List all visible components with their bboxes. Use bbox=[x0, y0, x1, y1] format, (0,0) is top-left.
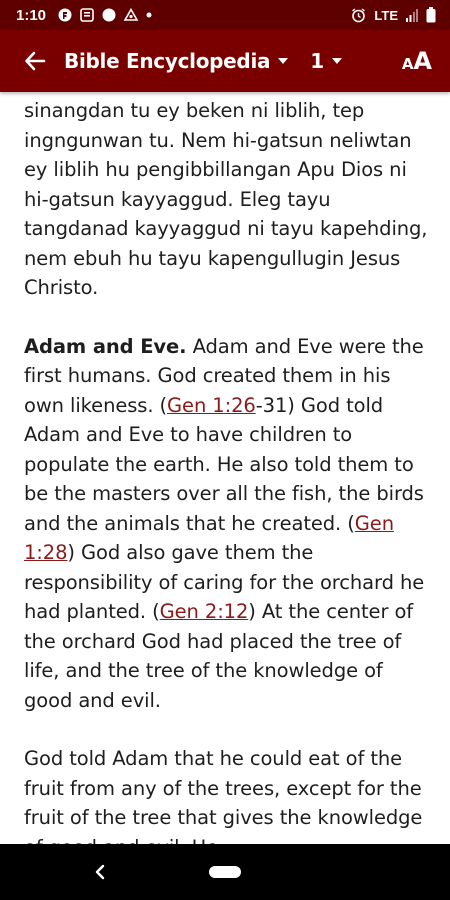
chapter-number: 1 bbox=[310, 49, 325, 73]
encyclopedia-content[interactable] bbox=[0, 92, 450, 844]
network-type: LTE bbox=[374, 7, 398, 23]
paragraph-1: sinangdan tu ey beken ni liblih, tep ingngunwan tu. Nem hi-gatsun neliwtan ey liblih hu pengibbillangan Apu Dios ni hi-gatsun kayyaggud. Eleg tayu tangdanad kayyaggud ni tayu kapehding, nem ebuh hu tayu kapengullugin Jesus Christo. bbox=[24, 99, 428, 299]
signal-icon bbox=[406, 8, 418, 22]
book-title: Bible Encyclopedia bbox=[64, 49, 271, 73]
alarm-icon bbox=[351, 8, 366, 23]
news-notification-icon bbox=[80, 8, 94, 22]
font-size-button[interactable] bbox=[402, 47, 436, 75]
paragraph-text: ) At the center of the orchard God had placed the tree of life, and the tree of the knowledge of good and evil. bbox=[24, 600, 414, 712]
reference-link-gen-1-28[interactable]: Gen 1:28 bbox=[24, 511, 394, 564]
status-bar bbox=[0, 0, 450, 30]
paragraph-text: ) God also gave them the responsibility of caring for the orchard he had planted. ( bbox=[24, 541, 425, 623]
chevron-left-icon bbox=[94, 864, 106, 880]
chevron-down-icon bbox=[332, 58, 342, 64]
drive-notification-icon bbox=[124, 8, 138, 22]
paragraph-text: Adam and Eve were the first humans. God created them in his own likeness. ( bbox=[24, 334, 424, 417]
paragraph-adam-and-eve bbox=[24, 332, 434, 716]
paragraph-text: -31) God told Adam and Eve to have children to populate the earth. He also told them to be the masters over all the fish, the birds and the animals that he created. ( bbox=[24, 393, 424, 535]
content-text bbox=[24, 96, 434, 891]
app-notification-icon bbox=[58, 8, 72, 22]
reference-link-gen-2-12[interactable]: Gen 2:12 bbox=[159, 600, 249, 623]
app-bar bbox=[0, 30, 450, 92]
system-navigation-bar bbox=[0, 844, 450, 900]
font-size-large-a: A bbox=[413, 47, 432, 75]
home-pill-button[interactable] bbox=[209, 866, 241, 878]
paragraph-3: God told Adam that he could eat of the fruit from any of the trees, except for the fruit of the tree that gives the knowledge bbox=[24, 747, 423, 829]
entry-heading: Adam and Eve. bbox=[24, 334, 187, 358]
font-size-small-a: A bbox=[401, 55, 414, 73]
nav-back-button[interactable] bbox=[88, 858, 112, 886]
reference-link-gen-1-26[interactable]: Gen 1:26 bbox=[167, 393, 256, 417]
status-time: 1:10 bbox=[16, 6, 47, 24]
back-button[interactable] bbox=[20, 46, 50, 76]
book-selector[interactable] bbox=[64, 49, 288, 73]
chevron-down-icon bbox=[278, 58, 288, 64]
circle-notification-icon bbox=[102, 8, 116, 22]
more-notifications-dot-icon bbox=[146, 12, 152, 18]
arrow-left-icon bbox=[24, 50, 46, 72]
battery-icon bbox=[426, 7, 436, 23]
chapter-selector[interactable] bbox=[310, 49, 342, 73]
